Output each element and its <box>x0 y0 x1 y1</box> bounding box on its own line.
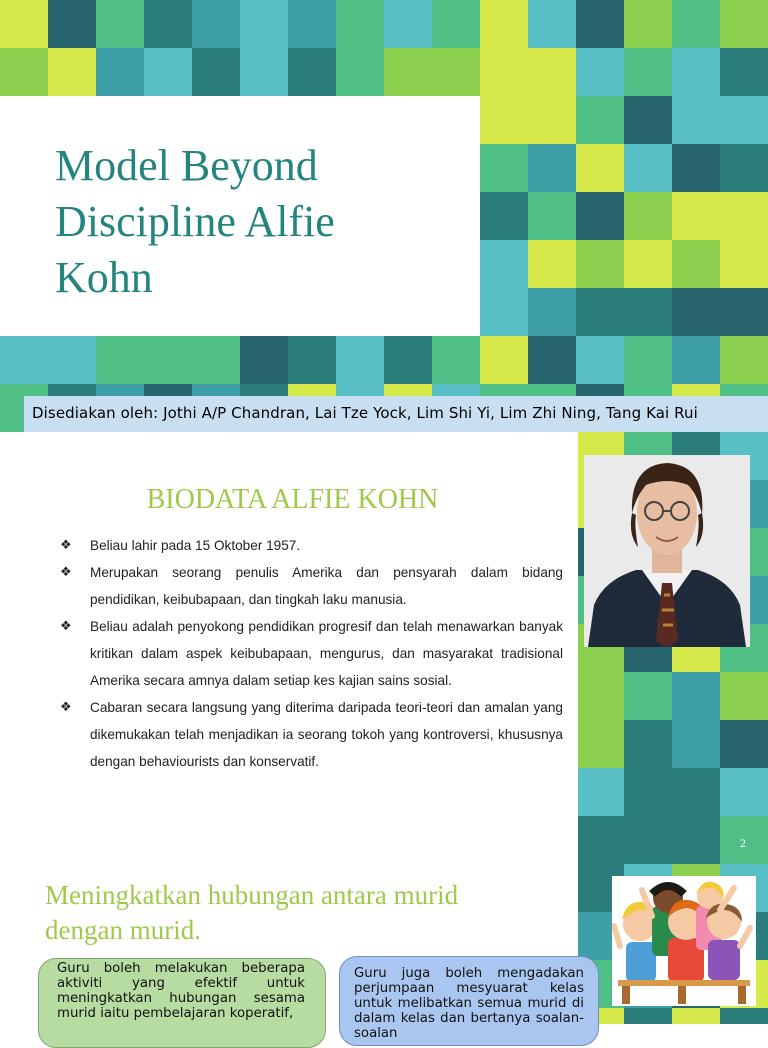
mosaic-tile <box>576 288 624 336</box>
info-box-text: Guru boleh melakukan beberapa aktiviti yang efektif untuk meningkatkan hubungan sesama murid iaitu pembelajaran koperatif, <box>57 961 305 1021</box>
mosaic-tile <box>720 768 768 816</box>
mosaic-tile <box>576 336 624 384</box>
mosaic-tile <box>192 48 240 96</box>
mosaic-tile <box>48 48 96 96</box>
mosaic-tile <box>528 336 576 384</box>
mosaic-tile <box>624 96 672 144</box>
slide-title-line: Kohn <box>55 253 153 302</box>
mosaic-tile <box>624 192 672 240</box>
mosaic-tile <box>480 336 528 384</box>
mosaic-tile <box>336 336 384 384</box>
mosaic-tile <box>624 768 672 816</box>
mosaic-tile <box>624 816 672 864</box>
mosaic-tile <box>624 336 672 384</box>
slide-title-line: Discipline Alfie <box>55 197 335 246</box>
mosaic-tile <box>336 48 384 96</box>
mosaic-tile <box>528 96 576 144</box>
mosaic-tile <box>720 720 768 768</box>
mosaic-tile <box>672 288 720 336</box>
mosaic-tile <box>0 336 48 384</box>
mosaic-tile <box>576 48 624 96</box>
list-item-text: Merupakan seorang penulis Amerika dan pensyarah dalam bidang pendidikan, keibubapaan, dan tingkah laku manusia. <box>90 565 563 607</box>
mosaic-tile <box>672 336 720 384</box>
mosaic-tile <box>576 96 624 144</box>
mosaic-tile <box>384 0 432 48</box>
mosaic-tile <box>0 0 48 48</box>
mosaic-tile <box>0 48 48 96</box>
info-box-cooperative-learning <box>38 958 326 1048</box>
mosaic-tile <box>576 816 624 864</box>
authors-text: Disediakan oleh: Jothi A/P Chandran, Lai Tze Yock, Lim Shi Yi, Lim Zhi Ning, Tang Kai Rui <box>32 404 698 422</box>
mosaic-tile <box>432 336 480 384</box>
diamond-bullet-icon: ❖ <box>60 700 72 715</box>
mosaic-tile <box>384 48 432 96</box>
mosaic-tile <box>672 672 720 720</box>
mosaic-tile <box>624 672 672 720</box>
mosaic-tile <box>288 336 336 384</box>
mosaic-tile <box>720 240 768 288</box>
mosaic-tile <box>624 240 672 288</box>
mosaic-tile <box>672 144 720 192</box>
list-item <box>60 613 563 694</box>
mosaic-tile <box>480 96 528 144</box>
mosaic-tile <box>624 48 672 96</box>
mosaic-tile <box>528 0 576 48</box>
mosaic-tile <box>528 144 576 192</box>
info-box-text: Guru juga boleh mengadakan perjumpaan mesyuarat kelas untuk melibatkan semua murid di dalam kelas dan bertanya soalan-soalan <box>354 966 584 1041</box>
mosaic-tile <box>480 240 528 288</box>
list-item <box>60 532 563 559</box>
children-illustration <box>612 876 756 1006</box>
mosaic-tile <box>480 144 528 192</box>
mosaic-tile <box>240 0 288 48</box>
mosaic-tile <box>480 0 528 48</box>
mosaic-tile <box>672 720 720 768</box>
diamond-bullet-icon: ❖ <box>60 538 72 553</box>
mosaic-tile <box>480 192 528 240</box>
mosaic-tile <box>432 0 480 48</box>
mosaic-tile <box>576 240 624 288</box>
mosaic-tile <box>624 720 672 768</box>
mosaic-tile <box>240 48 288 96</box>
mosaic-tile <box>576 144 624 192</box>
mosaic-tile <box>720 672 768 720</box>
mosaic-tile <box>384 336 432 384</box>
mosaic-tile <box>720 1008 768 1024</box>
mosaic-tile <box>576 720 624 768</box>
list-item-text: Cabaran secara langsung yang diterima daripada teori-teori dan amalan yang dikemukakan telah menjadikan ia seorang tokoh yang kontroversi, khususnya dengan behaviourists dan konservatif. <box>90 700 563 769</box>
mosaic-tile <box>528 48 576 96</box>
mosaic-tile <box>720 336 768 384</box>
mosaic-tile <box>144 336 192 384</box>
mosaic-tile <box>192 0 240 48</box>
mosaic-tile <box>480 48 528 96</box>
mosaic-tile <box>480 288 528 336</box>
mosaic-tile <box>144 48 192 96</box>
mosaic-tile <box>720 192 768 240</box>
mosaic-tile <box>720 288 768 336</box>
biodata-list <box>60 532 563 775</box>
slide-title <box>55 138 335 306</box>
mosaic-tile <box>624 0 672 48</box>
section-heading-line: Meningkatkan hubungan antara murid <box>45 880 459 910</box>
mosaic-tile <box>720 48 768 96</box>
mosaic-tile <box>432 48 480 96</box>
diamond-bullet-icon: ❖ <box>60 619 72 634</box>
biodata-heading: BIODATA ALFIE KOHN <box>146 484 439 515</box>
portrait-photo <box>584 455 750 647</box>
mosaic-tile <box>144 0 192 48</box>
mosaic-tile <box>672 1008 720 1024</box>
mosaic-tile <box>720 0 768 48</box>
mosaic-tile <box>192 336 240 384</box>
mosaic-tile <box>624 144 672 192</box>
mosaic-tile <box>576 192 624 240</box>
mosaic-tile <box>240 336 288 384</box>
mosaic-tile <box>48 0 96 48</box>
list-item <box>60 559 563 613</box>
mosaic-tile <box>672 0 720 48</box>
section-heading-line: dengan murid. <box>45 915 201 945</box>
mosaic-tile <box>576 768 624 816</box>
mosaic-tile <box>96 336 144 384</box>
mosaic-tile <box>96 0 144 48</box>
mosaic-tile <box>288 48 336 96</box>
mosaic-tile <box>576 672 624 720</box>
mosaic-tile <box>672 96 720 144</box>
mosaic-tile <box>48 336 96 384</box>
mosaic-tile <box>720 144 768 192</box>
section-heading <box>45 878 458 948</box>
list-item-text: Beliau lahir pada 15 Oktober 1957. <box>90 538 301 553</box>
mosaic-tile <box>96 48 144 96</box>
list-item-text: Beliau adalah penyokong pendidikan progresif dan telah menawarkan banyak kritikan dalam aspek keibubapaan, mengurus, dan masyarakat tradisional Amerika secara amnya dalam setiap kes kajian sains sosial. <box>90 619 563 688</box>
mosaic-tile <box>528 192 576 240</box>
mosaic-tile <box>576 0 624 48</box>
mosaic-tile <box>288 0 336 48</box>
mosaic-tile <box>672 48 720 96</box>
page-number: 2 <box>740 836 746 850</box>
mosaic-tile <box>528 288 576 336</box>
list-item <box>60 694 563 775</box>
info-box-class-meeting <box>339 956 599 1046</box>
mosaic-tile <box>672 816 720 864</box>
mosaic-tile <box>624 288 672 336</box>
mosaic-tile <box>528 240 576 288</box>
mosaic-tile <box>672 240 720 288</box>
slide-title-line: Model Beyond <box>55 141 318 190</box>
mosaic-tile <box>672 192 720 240</box>
mosaic-tile <box>672 768 720 816</box>
mosaic-tile <box>720 96 768 144</box>
mosaic-tile <box>336 0 384 48</box>
mosaic-tile <box>624 1008 672 1024</box>
diamond-bullet-icon: ❖ <box>60 565 72 580</box>
